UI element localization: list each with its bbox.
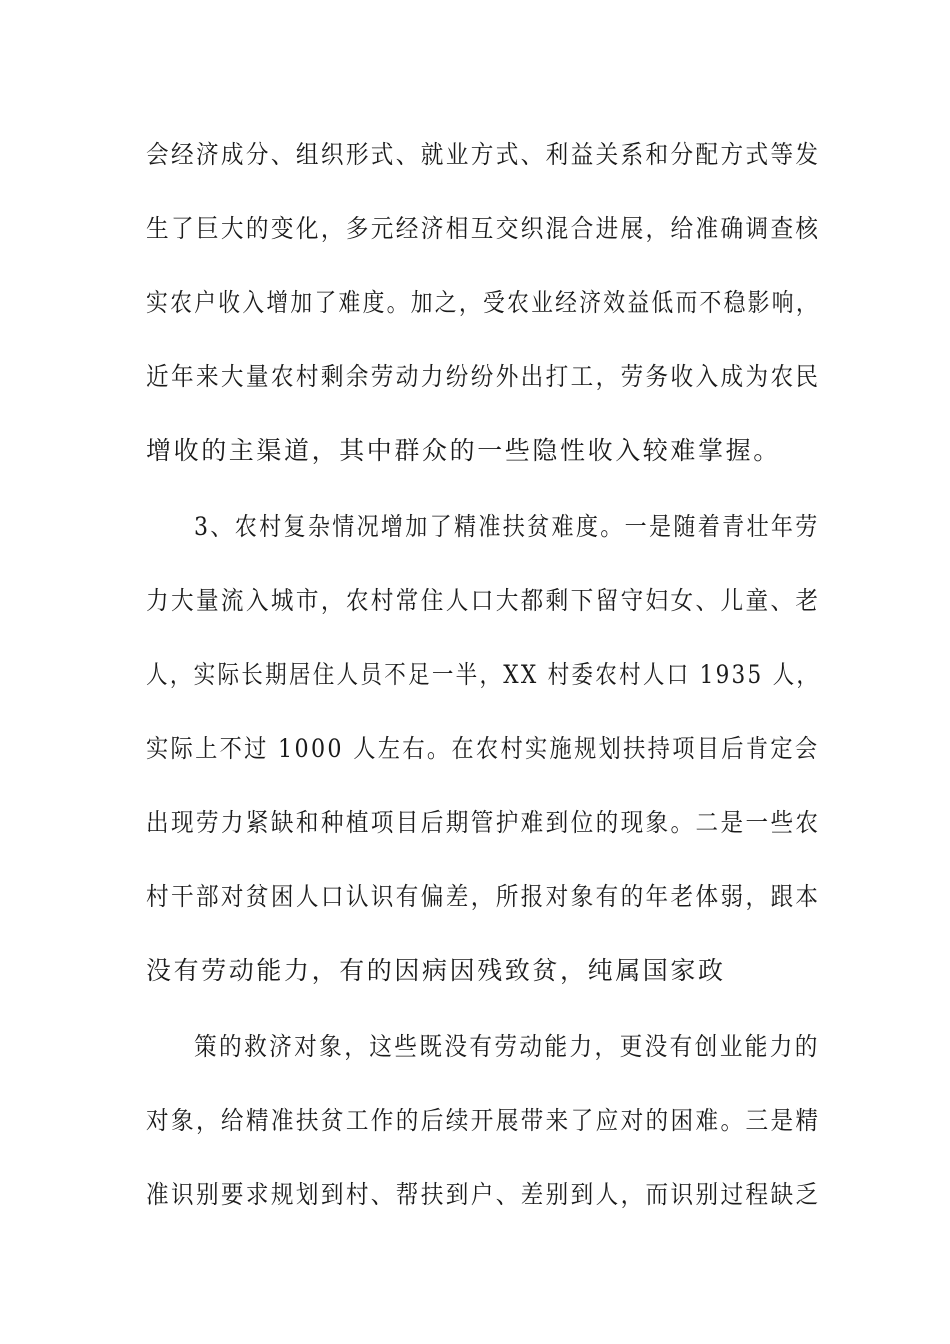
text-line: 实农户收入增加了难度。加之，受农业经济效益低而不稳影响， [146,288,820,317]
paragraph-start-line: 3、农村复杂情况增加了精准扶贫难度。一是随着青壮年劳 [194,512,820,541]
text-line: 近年来大量农村剩余劳动力纷纷外出打工，劳务收入成为农民 [146,362,821,391]
text-line: 实际上不过 1000 人左右。在农村实施规划扶持项目后肯定会 [146,734,820,763]
text-line: 没有劳动能力，有的因病因残致贫，纯属国家政 [146,956,726,985]
text-line: 村干部对贫困人口认识有偏差，所报对象有的年老体弱，跟本 [146,882,821,911]
text-line: 生了巨大的变化，多元经济相互交织混合进展，给准确调查核 [146,214,821,243]
text-line: 对象，给精准扶贫工作的后续开展带来了应对的困难。三是精 [146,1106,821,1135]
text-line: 人，实际长期居住人员不足一半，XX 村委农村人口 1935 人， [146,660,821,689]
text-line: 力大量流入城市，农村常住人口大都剩下留守妇女、儿童、老 [146,586,821,615]
text-line: 出现劳力紧缺和种植项目后期管护难到位的现象。二是一些农 [146,808,821,837]
text-line: 准识别要求规划到村、帮扶到户、差别到人，而识别过程缺乏 [146,1180,821,1209]
text-line: 增收的主渠道，其中群众的一些隐性收入较难掌握。 [146,436,781,465]
text-line: 会经济成分、组织形式、就业方式、利益关系和分配方式等发 [146,140,821,169]
paragraph-start-line: 策的救济对象，这些既没有劳动能力，更没有创业能力的 [194,1032,820,1061]
